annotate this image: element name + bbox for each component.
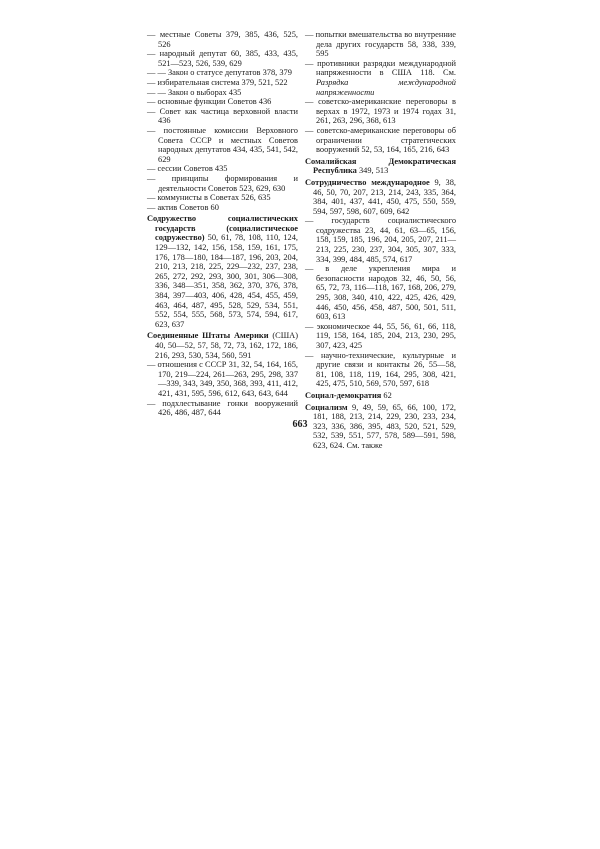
entry-text: 9, 38, 46, 50, 70, 207, 213, 214, 243, 335, 364, 384, 401, 437, 441, 450, 475, 550, 559, 594, 597, 598, 607, 609, 642 (313, 177, 457, 216)
entry-dash: — (147, 125, 164, 135)
entry-dash: — (305, 321, 317, 331)
entry-text: избирательная система 379, 521, 522 (157, 77, 288, 87)
entry-text: советско-американские переговоры в верхах в 1972, 1973 и 1974 годах 31, 261, 263, 296, 368, 613 (316, 97, 457, 126)
index-subentry (147, 126, 298, 164)
entry-heading: Сомалийская Демократическая Республика (305, 156, 456, 176)
entry-text: народный депутат 60, 385, 433, 435, 521—523, 526, 539, 629 (158, 49, 299, 68)
index-subentry (305, 351, 456, 389)
entry-text: (США) 40, 50—52, 57, 58, 72, 73, 162, 172, 186, 216, 293, 530, 534, 560, 591 (155, 331, 298, 360)
index-heading-entry (147, 214, 298, 329)
entry-text: постоянные комиссии Верховного Совета СССР и местных Советов народных депутатов 434, 435, 541, 542, 629 (158, 125, 298, 164)
index-heading-entry (305, 178, 456, 216)
index-subentry (147, 174, 298, 193)
entry-heading: Социализм (305, 402, 348, 412)
entry-dash: — (147, 202, 158, 212)
entry-text: подхлестывание гонки вооружений 426, 486, 487, 644 (158, 398, 298, 418)
entry-text: попытки вмешательства во внутренние дела других государств 58, 338, 339, 595 (315, 30, 456, 59)
entry-text: местные Советы 379, 385, 436, 525, 526 (158, 30, 298, 49)
index-subentry (147, 203, 298, 213)
index-subentry (147, 88, 298, 98)
page-number: 663 (292, 419, 308, 430)
entry-dash: — (305, 216, 332, 226)
entry-dash: — (305, 350, 321, 360)
entry-cross-reference: Разрядка международной напряженности (316, 77, 456, 97)
entry-dash: — (147, 173, 172, 183)
entry-heading: Социал-демократия (305, 390, 382, 400)
entry-text: в деле укрепления мира и безопасности народов 32, 46, 50, 56, 65, 72, 73, 116—118, 167, 168, 206, 279, 295, 308, 340, 410, 422, 425, 426, 429, 446, 450, 456, 458, 487, 500, 501, 511, 603, 613 (316, 264, 457, 322)
index-heading-entry (305, 391, 456, 401)
entry-text: основные функции Советов 436 (157, 97, 272, 107)
entry-dash: — (147, 77, 158, 87)
entry-dash: — (147, 30, 160, 39)
index-subentry (305, 322, 456, 351)
index-subentry (147, 68, 298, 78)
entry-text: советско-американские переговоры об ограничении стратегических вооружений 52, 53, 164, 165, 216, 643 (316, 125, 456, 155)
entry-dash: — (305, 264, 326, 274)
index-subentry (147, 49, 298, 68)
index-subentry (305, 59, 456, 97)
entry-text: 349, 513 (356, 166, 389, 176)
index-heading-entry (305, 157, 456, 176)
entry-text: коммунисты в Советах 526, 635 (157, 193, 271, 203)
entry-dash: — (147, 360, 158, 370)
entry-text: научно-технические, культурные и другие связи и контакты 26, 55—58, 81, 108, 118, 119, 164, 295, 308, 421, 425, 475, 510, 569, 570, 597, 618 (316, 350, 456, 389)
index-subentry (147, 78, 298, 88)
index-column-left (147, 30, 298, 418)
index-subentry (147, 360, 298, 398)
entry-dash: — — (147, 87, 168, 97)
index-subentry (305, 30, 456, 59)
index-subentry (147, 97, 298, 107)
index-subentry (147, 30, 298, 49)
entry-dash: — (147, 398, 163, 408)
entry-text: 62 (381, 390, 392, 400)
entry-dash: — (305, 30, 316, 39)
index-subentry (305, 126, 456, 155)
entry-text: Совет как частица верховной власти 436 (158, 106, 299, 126)
entry-heading: Сотрудничество международное (305, 177, 430, 187)
entry-heading: Содружество социалистических государств (социалистическое содружество) (147, 214, 298, 243)
entry-text: экономическое 44, 55, 56, 61, 66, 118, 119, 158, 164, 185, 204, 213, 230, 295, 307, 423, 425 (316, 321, 456, 350)
entry-text: актив Советов 60 (157, 202, 219, 212)
index-subentry (147, 399, 298, 418)
entry-dash: — (147, 164, 158, 174)
entry-dash: — (147, 193, 158, 203)
entry-dash: — (305, 58, 318, 68)
entry-text: 50, 61, 78, 108, 110, 124, 129—132, 142, 156, 158, 159, 161, 175, 176, 178—180, 184—187, 196, 203, 204, 210, 213, 218, 225, 229—232, 237, 238, 265, 272, 292, 293, 300, 301, 306—308, 336, 348—351, 358, 362, 370, 376, 378, 384, 397—403, 406, 428, 454, 455, 459, 463, 464, 487, 495, 528, 529, 534, 551, 552, 554, 555, 568, 573, 574, 594, 617, 623, 637 (155, 233, 298, 329)
index-subentry (305, 97, 456, 126)
index-subentry (147, 107, 298, 126)
index-subentry (147, 193, 298, 203)
entry-dash: — (305, 125, 317, 135)
entry-text: отношения с СССР 31, 32, 54, 164, 165, 170, 219—224, 261—263, 295, 298, 337—339, 343, 349, 350, 368, 393, 411, 412, 421, 431, 595, 596, 612, 643, 643, 644 (157, 360, 298, 398)
index-column-right (305, 30, 456, 451)
entry-dash: — (305, 97, 319, 107)
entry-dash: — (147, 49, 160, 59)
index-subentry (305, 264, 456, 322)
entry-text: государств социалистического содружества 23, 44, 61, 63—65, 156, 158, 159, 185, 196, 204, 205, 207, 211—213, 225, 230, 237, 304, 305, 307, 333, 334, 399, 484, 485, 574, 617 (316, 216, 457, 264)
entry-text: Закон о выборах 435 (167, 87, 242, 97)
entry-text: 9, 49, 59, 65, 66, 100, 172, 181, 188, 213, 214, 229, 230, 233, 234, 323, 336, 386, 395, 483, 520, 521, 529, 532, 539, 551, 577, 578, 589—591, 598, 623, 624. См. также (313, 402, 456, 450)
entry-dash: — (147, 97, 158, 107)
index-heading-entry (147, 331, 298, 360)
entry-text: принципы формирования и деятельности Советов 523, 629, 630 (158, 173, 298, 193)
entry-heading: Соединенные Штаты Америки (147, 331, 269, 341)
entry-dash: — — (147, 68, 168, 78)
index-subentry (147, 164, 298, 174)
index-subentry (305, 216, 456, 264)
entry-dash: — (147, 106, 160, 116)
entry-text: Закон о статусе депутатов 378, 379 (167, 68, 292, 78)
entry-text: противники разрядки международной напряженности в США 118. См. (316, 58, 456, 78)
entry-text: сессии Советов 435 (157, 164, 228, 174)
